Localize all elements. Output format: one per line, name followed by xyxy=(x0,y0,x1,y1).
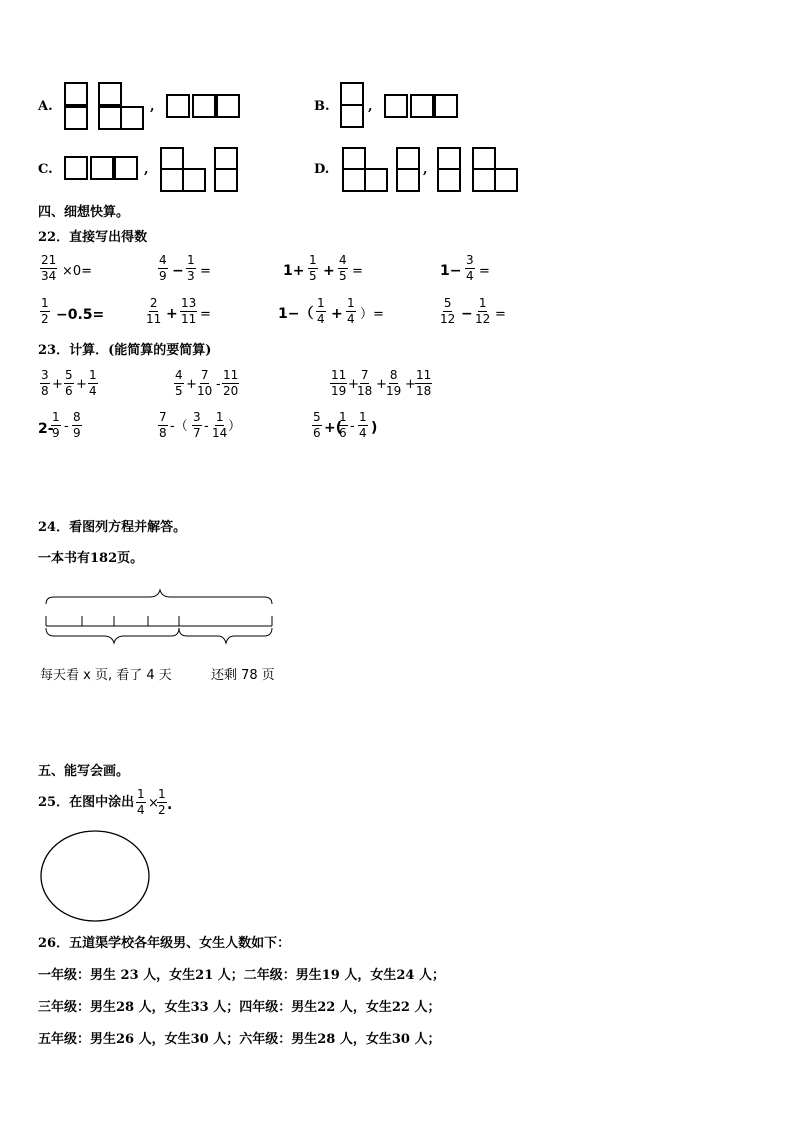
option-a-label: A. xyxy=(38,99,53,114)
q24-title: 24．看图列方程并解答。 xyxy=(38,520,187,535)
q26-title: 26．五道渠学校各年级男、女生人数如下： xyxy=(38,936,291,951)
q22-title: 22．直接写出得数 xyxy=(38,230,148,245)
section-5-title: 五、能写会画。 xyxy=(38,764,130,779)
option-c-label: C. xyxy=(38,162,53,177)
option-c-separator: , xyxy=(144,162,149,177)
option-d-separator: , xyxy=(423,162,428,177)
q26-line-1: 一年级：男生 23 人，女生21 人；二年级：男生19 人，女生24 人； xyxy=(38,968,445,983)
top-brace xyxy=(46,590,272,604)
option-b-separator: , xyxy=(368,99,373,114)
q23-title: 23．计算．(能简算的要简算) xyxy=(38,343,212,358)
q24-text: 一本书有182页。 xyxy=(38,551,144,566)
option-a-separator: , xyxy=(150,99,155,114)
bottom-right-brace xyxy=(179,628,272,643)
section-4-title: 四、细想快算。 xyxy=(38,205,130,220)
option-d-label: D. xyxy=(314,162,330,177)
q24-left-label: 每天看 x 页, 看了 4 天 xyxy=(40,668,172,683)
line-segment-diagram xyxy=(38,588,280,650)
q24-right-label: 还剩 78 页 xyxy=(211,668,275,683)
q26-line-2: 三年级：男生28 人，女生33 人；四年级：男生22 人，女生22 人； xyxy=(38,1000,441,1015)
q26-line-3: 五年级：男生26 人，女生30 人；六年级：男生28 人，女生30 人； xyxy=(38,1032,441,1047)
bottom-left-brace xyxy=(46,628,179,643)
circle-drawing-area[interactable] xyxy=(38,828,154,924)
option-b-label: B. xyxy=(314,99,330,114)
